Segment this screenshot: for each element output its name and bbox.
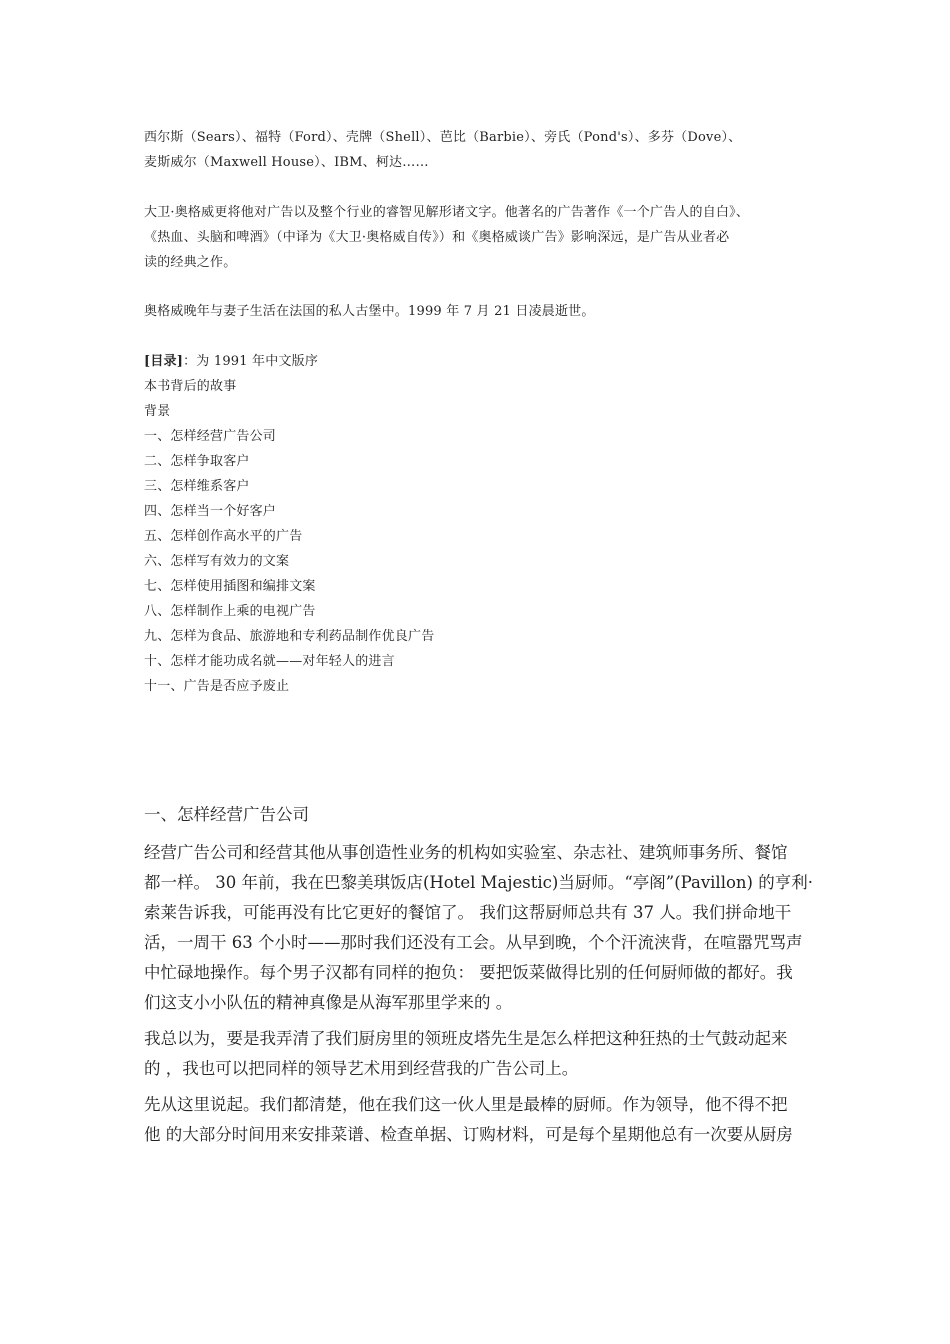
toc-first-entry: ：为 1991 年中文版序 — [183, 354, 319, 369]
toc-item: 二、怎样争取客户 — [144, 454, 250, 469]
brand-list — [144, 125, 824, 175]
late-life-line: 奥格威晚年与妻子生活在法国的私人古堡中。1999 年 7 月 21 日凌晨逝世。 — [144, 304, 595, 319]
toc-item: 十、怎样才能功成名就——对年轻人的进言 — [144, 654, 395, 669]
bio-paragraph — [144, 200, 824, 275]
toc-list — [144, 374, 824, 699]
chapter-line: 索莱告诉我，可能再没有比它更好的餐馆了。 我们这帮厨师总共有 37 人。我们拼命地干 — [144, 903, 792, 922]
toc-item: 三、怎样维系客户 — [144, 479, 250, 494]
chapter-line: 我总以为，要是我弄清了我们厨房里的领班皮塔先生是怎么样把这种狂热的士气鼓动起来 — [144, 1029, 788, 1048]
toc-label: [目录] — [144, 354, 184, 369]
chapter-line: 活，一周干 63 个小时——那时我们还没有工会。从早到晚，个个汗流浃背，在喧嚣咒骂声 — [144, 933, 803, 952]
bio-line: 大卫·奥格威更将他对广告以及整个行业的睿智见解形诸文字。他著名的广告著作《一个广告人的自白》、 — [144, 205, 750, 220]
late-life-paragraph — [144, 299, 824, 324]
chapter-body — [144, 838, 814, 1150]
toc-item: 四、怎样当一个好客户 — [144, 504, 277, 519]
bio-line: 读的经典之作。 — [144, 255, 237, 270]
chapter-line: 中忙碌地操作。每个男子汉都有同样的抱负： 要把饭菜做得比别的任何厨师做的都好。我 — [144, 963, 793, 982]
brand-list-line: 麦斯威尔（Maxwell House）、IBM、柯达…… — [144, 155, 429, 170]
chapter-line: 的 ，我也可以把同样的领导艺术用到经营我的广告公司上。 — [144, 1059, 579, 1078]
brand-list-line: 西尔斯（Sears）、福特（Ford）、壳牌（Shell）、芭比（Barbie）、旁氏（Pond's）、多芬（Dove）、 — [144, 130, 742, 145]
toc-item: 一、怎样经营广告公司 — [144, 429, 277, 444]
toc-item: 十一、广告是否应予废止 — [144, 679, 290, 694]
chapter-section — [144, 800, 814, 1156]
chapter-paragraph — [144, 1090, 814, 1150]
toc-item: 八、怎样制作上乘的电视广告 — [144, 604, 316, 619]
chapter-line: 经营广告公司和经营其他从事创造性业务的机构如实验室、杂志社、建筑师事务所、餐馆 — [144, 843, 788, 862]
toc-item: 七、怎样使用插图和编排文案 — [144, 579, 316, 594]
bio-line: 《热血、头脑和啤酒》（中译为《大卫·奥格威自传》）和《奥格威谈广告》影响深远，是广告从业者必 — [144, 230, 730, 245]
chapter-line: 们这支小小队伍的精神真像是从海军那里学来的 。 — [144, 993, 513, 1012]
chapter-line: 他 的大部分时间用来安排菜谱、检查单据、订购材料，可是每个星期他总有一次要从厨房 — [144, 1125, 793, 1144]
toc-header — [144, 349, 824, 374]
chapter-line: 先从这里说起。我们都清楚，他在我们这一伙人里是最棒的厨师。作为领导，他不得不把 — [144, 1095, 788, 1114]
chapter-line: 都一样。 30 年前，我在巴黎美琪饭店(Hotel Majestic)当厨师。“亭阁”(Pavillon) 的亨利· — [144, 873, 813, 892]
toc-item: 背景 — [144, 404, 171, 419]
toc-item: 六、怎样写有效力的文案 — [144, 554, 290, 569]
chapter-paragraph — [144, 1024, 814, 1084]
toc-item: 九、怎样为食品、旅游地和专利药品制作优良广告 — [144, 629, 435, 644]
table-of-contents — [144, 349, 824, 699]
toc-item: 本书背后的故事 — [144, 379, 237, 394]
chapter-paragraph — [144, 838, 814, 1018]
chapter-heading: 一、怎样经营广告公司 — [144, 805, 309, 824]
toc-item: 五、怎样创作高水平的广告 — [144, 529, 303, 544]
